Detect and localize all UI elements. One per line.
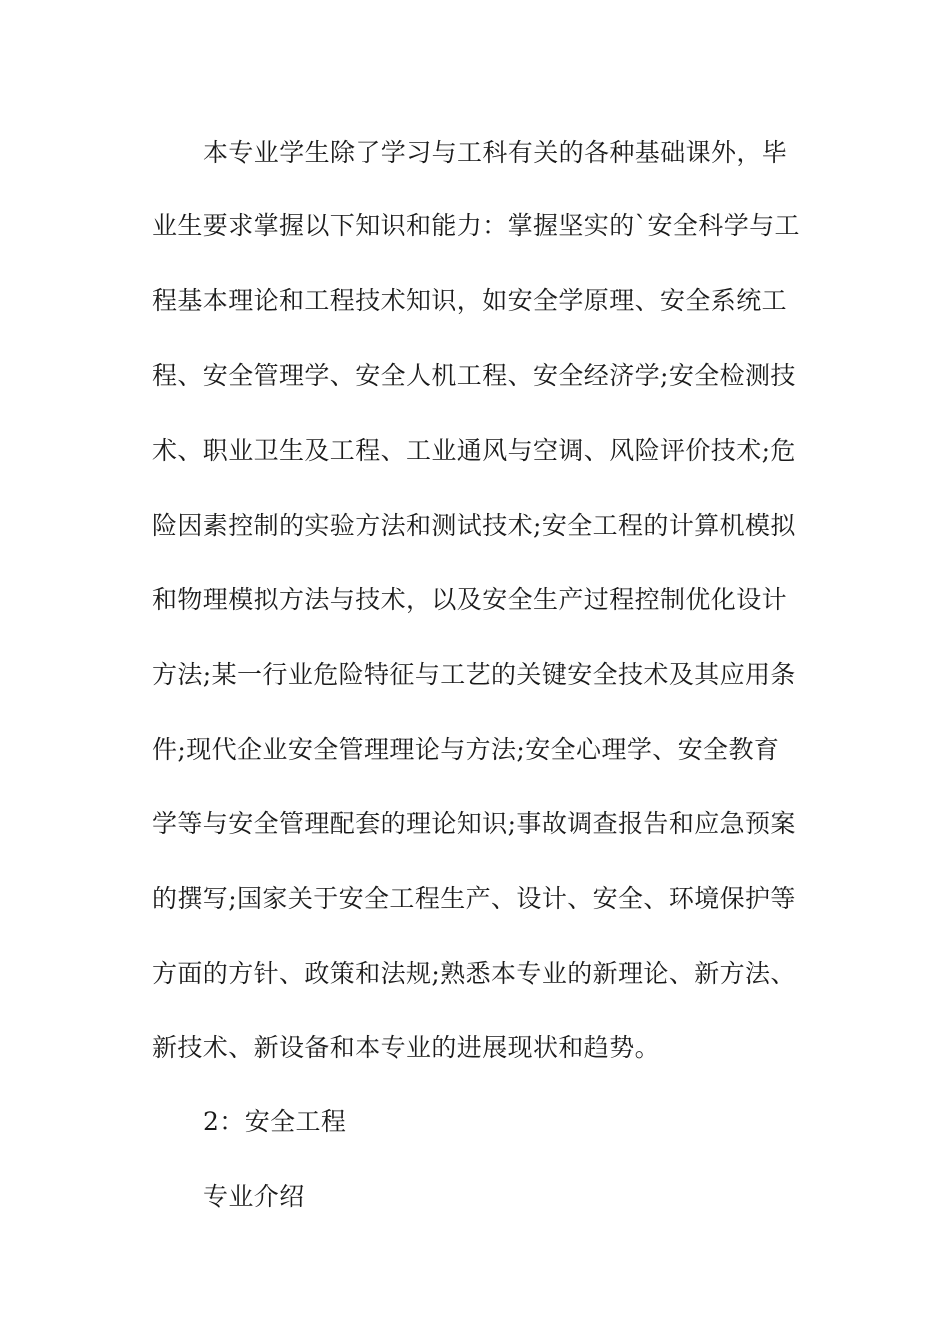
paragraph-line: 方面的方针、政策和法规;熟悉本专业的新理论、新方法、 <box>152 959 796 988</box>
paragraph-line: 程、安全管理学、安全人机工程、安全经济学;安全检测技 <box>152 361 796 390</box>
paragraph-line: 程基本理论和工程技术知识，如安全学原理、安全系统工 <box>152 286 788 315</box>
paragraph-line: 术、职业卫生及工程、工业通风与空调、风险评价技术;危 <box>152 436 796 465</box>
paragraph-line: 和物理模拟方法与技术，以及安全生产过程控制优化设计 <box>152 585 788 614</box>
paragraph-line: 险因素控制的实验方法和测试技术;安全工程的计算机模拟 <box>152 511 796 540</box>
section-heading: 2：安全工程 <box>203 1107 347 1136</box>
paragraph-line: 方法;某一行业危险特征与工艺的关键安全技术及其应用条 <box>152 660 796 689</box>
paragraph-line: 件;现代企业安全管理理论与方法;安全心理学、安全教育 <box>152 735 780 764</box>
paragraph-line: 的撰写;国家关于安全工程生产、设计、安全、环境保护等 <box>152 884 796 913</box>
paragraph-line: 学等与安全管理配套的理论知识;事故调查报告和应急预案 <box>152 809 796 838</box>
paragraph-line: 新技术、新设备和本专业的进展现状和趋势。 <box>152 1033 661 1062</box>
subsection-heading: 专业介绍 <box>203 1182 305 1211</box>
paragraph-line: 本专业学生除了学习与工科有关的各种基础课外，毕 <box>203 138 788 167</box>
paragraph-line: 业生要求掌握以下知识和能力：掌握坚实的`安全科学与工 <box>152 211 800 240</box>
